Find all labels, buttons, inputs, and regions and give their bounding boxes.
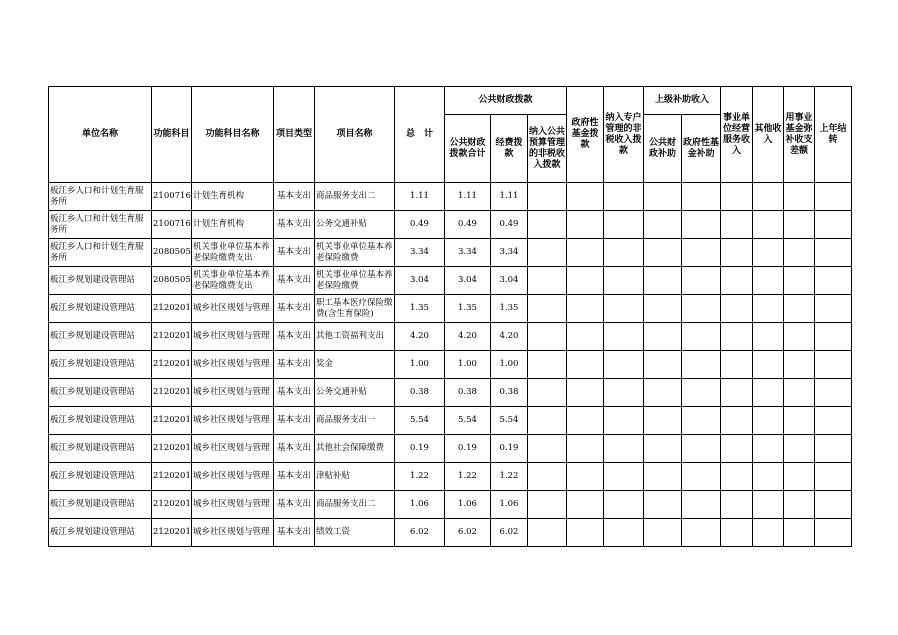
empty-cell (784, 267, 815, 295)
cell-total: 1.00 (395, 351, 445, 379)
empty-cell (567, 379, 604, 407)
cell-funds-allocation: 0.19 (491, 435, 528, 463)
empty-cell (682, 323, 721, 351)
header-non-tax-budget: 纳入公共预算管理的非税收入拨款 (528, 115, 567, 183)
cell-proj-name: 商品服务支出一 (315, 407, 395, 435)
cell-unit-name: 板江乡规划建设管理站 (49, 519, 152, 547)
cell-funds-allocation: 1.06 (491, 491, 528, 519)
empty-cell (784, 491, 815, 519)
empty-cell (753, 211, 784, 239)
cell-func-code: 2120201 (152, 379, 192, 407)
empty-cell (644, 407, 682, 435)
cell-proj-type: 基本支出 (274, 239, 315, 267)
cell-proj-name: 津贴补贴 (315, 463, 395, 491)
table-row (49, 351, 852, 379)
cell-total: 0.49 (395, 211, 445, 239)
empty-cell (567, 183, 604, 211)
empty-cell (784, 379, 815, 407)
empty-cell (644, 491, 682, 519)
empty-cell (721, 295, 753, 323)
empty-cell (784, 519, 815, 547)
empty-cell (753, 351, 784, 379)
empty-cell (815, 519, 852, 547)
cell-proj-name: 机关事业单位基本养老保险缴费 (315, 267, 395, 295)
empty-cell (784, 351, 815, 379)
empty-cell (784, 239, 815, 267)
header-func-code: 功能科目 (152, 87, 192, 183)
empty-cell (815, 379, 852, 407)
empty-cell (567, 435, 604, 463)
empty-cell (721, 407, 753, 435)
header-upper-subsidy: 上级补助收入 (644, 87, 721, 115)
cell-func-code: 2080505 (152, 239, 192, 267)
cell-unit-name: 板江乡人口和计划生育服务所 (49, 211, 152, 239)
header-proj-type: 项目类型 (274, 87, 315, 183)
header-proj-name: 项目名称 (315, 87, 395, 183)
cell-total: 5.54 (395, 407, 445, 435)
cell-func-code: 2120201 (152, 351, 192, 379)
empty-cell (721, 267, 753, 295)
empty-cell (528, 379, 567, 407)
cell-proj-name: 奖金 (315, 351, 395, 379)
empty-cell (528, 183, 567, 211)
empty-cell (528, 407, 567, 435)
header-upper-public-subsidy: 公共财政补助 (644, 115, 682, 183)
empty-cell (682, 239, 721, 267)
header-unit-name: 单位名称 (49, 87, 152, 183)
empty-cell (528, 491, 567, 519)
empty-cell (528, 267, 567, 295)
cell-total: 3.34 (395, 239, 445, 267)
empty-cell (604, 267, 644, 295)
cell-total: 6.02 (395, 519, 445, 547)
empty-cell (604, 295, 644, 323)
cell-total: 1.35 (395, 295, 445, 323)
cell-unit-name: 板江乡规划建设管理站 (49, 379, 152, 407)
cell-unit-name: 板江乡规划建设管理站 (49, 323, 152, 351)
empty-cell (815, 351, 852, 379)
header-business-unit-income: 事业单位经营服务收入 (721, 87, 753, 183)
empty-cell (604, 183, 644, 211)
budget-table (48, 86, 852, 547)
header-gov-fund: 政府性基金拨款 (567, 87, 604, 183)
cell-func-name: 城乡社区规划与管理 (192, 351, 274, 379)
cell-total: 1.11 (395, 183, 445, 211)
empty-cell (682, 435, 721, 463)
cell-unit-name: 板江乡人口和计划生育服务所 (49, 183, 152, 211)
table-row (49, 519, 852, 547)
empty-cell (644, 183, 682, 211)
cell-proj-type: 基本支出 (274, 183, 315, 211)
empty-cell (753, 407, 784, 435)
cell-proj-name: 其他社会保障缴费 (315, 435, 395, 463)
cell-proj-type: 基本支出 (274, 267, 315, 295)
empty-cell (567, 491, 604, 519)
cell-funds-allocation: 1.11 (491, 183, 528, 211)
cell-funds-allocation: 4.20 (491, 323, 528, 351)
header-other-income: 其他收入 (753, 87, 784, 183)
empty-cell (682, 351, 721, 379)
empty-cell (567, 519, 604, 547)
cell-func-name: 计划生育机构 (192, 183, 274, 211)
empty-cell (682, 183, 721, 211)
cell-proj-type: 基本支出 (274, 519, 315, 547)
cell-func-code: 2120201 (152, 463, 192, 491)
empty-cell (784, 435, 815, 463)
table-row (49, 323, 852, 351)
empty-cell (815, 435, 852, 463)
empty-cell (567, 267, 604, 295)
cell-public-finance-total: 5.54 (445, 407, 491, 435)
cell-proj-type: 基本支出 (274, 351, 315, 379)
table-row (49, 295, 852, 323)
cell-proj-name: 公务交通补贴 (315, 379, 395, 407)
empty-cell (567, 239, 604, 267)
empty-cell (721, 351, 753, 379)
table-row (49, 239, 852, 267)
cell-proj-type: 基本支出 (274, 407, 315, 435)
empty-cell (644, 379, 682, 407)
empty-cell (644, 351, 682, 379)
cell-unit-name: 板江乡规划建设管理站 (49, 295, 152, 323)
cell-func-code: 2120201 (152, 407, 192, 435)
empty-cell (604, 407, 644, 435)
empty-cell (604, 379, 644, 407)
cell-unit-name: 板江乡人口和计划生育服务所 (49, 239, 152, 267)
empty-cell (604, 211, 644, 239)
empty-cell (721, 435, 753, 463)
empty-cell (682, 491, 721, 519)
table-row (49, 491, 852, 519)
empty-cell (815, 491, 852, 519)
header-total: 总 计 (395, 87, 445, 183)
empty-cell (721, 323, 753, 351)
empty-cell (567, 211, 604, 239)
cell-func-code: 2120201 (152, 295, 192, 323)
cell-public-finance-total: 0.49 (445, 211, 491, 239)
cell-total: 1.22 (395, 463, 445, 491)
empty-cell (644, 519, 682, 547)
empty-cell (721, 519, 753, 547)
empty-cell (753, 295, 784, 323)
empty-cell (753, 267, 784, 295)
cell-func-name: 城乡社区规划与管理 (192, 323, 274, 351)
cell-func-code: 2100716 (152, 183, 192, 211)
cell-proj-type: 基本支出 (274, 491, 315, 519)
header-fund-balance: 用事业基金弥补收支差额 (784, 87, 815, 183)
cell-proj-name: 商品服务支出二 (315, 183, 395, 211)
empty-cell (528, 211, 567, 239)
cell-total: 1.06 (395, 491, 445, 519)
empty-cell (528, 351, 567, 379)
cell-func-code: 2120201 (152, 491, 192, 519)
empty-cell (753, 183, 784, 211)
empty-cell (644, 267, 682, 295)
cell-funds-allocation: 0.38 (491, 379, 528, 407)
empty-cell (753, 379, 784, 407)
cell-funds-allocation: 3.34 (491, 239, 528, 267)
cell-funds-allocation: 3.04 (491, 267, 528, 295)
cell-proj-name: 机关事业单位基本养老保险缴费 (315, 239, 395, 267)
empty-cell (567, 323, 604, 351)
cell-proj-name: 职工基本医疗保险缴费(含生育保险) (315, 295, 395, 323)
empty-cell (682, 211, 721, 239)
empty-cell (721, 239, 753, 267)
cell-public-finance-total: 4.20 (445, 323, 491, 351)
empty-cell (815, 183, 852, 211)
cell-proj-name: 其他工资福利支出 (315, 323, 395, 351)
cell-proj-type: 基本支出 (274, 295, 315, 323)
empty-cell (682, 407, 721, 435)
empty-cell (815, 463, 852, 491)
table-row (49, 267, 852, 295)
empty-cell (604, 239, 644, 267)
header-carryover: 上年结转 (815, 87, 852, 183)
empty-cell (721, 211, 753, 239)
empty-cell (644, 239, 682, 267)
empty-cell (815, 323, 852, 351)
empty-cell (567, 295, 604, 323)
header-func-name: 功能科目名称 (192, 87, 274, 183)
cell-unit-name: 板江乡规划建设管理站 (49, 267, 152, 295)
empty-cell (753, 435, 784, 463)
empty-cell (784, 323, 815, 351)
cell-total: 0.38 (395, 379, 445, 407)
empty-cell (644, 211, 682, 239)
cell-func-name: 城乡社区规划与管理 (192, 295, 274, 323)
header-public-finance-total: 公共财政拨款合计 (445, 115, 491, 183)
empty-cell (604, 491, 644, 519)
cell-public-finance-total: 1.11 (445, 183, 491, 211)
empty-cell (815, 407, 852, 435)
empty-cell (528, 239, 567, 267)
empty-cell (753, 239, 784, 267)
cell-funds-allocation: 0.49 (491, 211, 528, 239)
empty-cell (815, 295, 852, 323)
cell-funds-allocation: 5.54 (491, 407, 528, 435)
empty-cell (528, 463, 567, 491)
cell-func-code: 2080505 (152, 267, 192, 295)
cell-func-name: 机关事业单位基本养老保险缴费支出 (192, 239, 274, 267)
table-row (49, 407, 852, 435)
cell-func-name: 城乡社区规划与管理 (192, 407, 274, 435)
empty-cell (644, 463, 682, 491)
cell-func-code: 2100716 (152, 211, 192, 239)
empty-cell (604, 323, 644, 351)
cell-proj-name: 绩效工资 (315, 519, 395, 547)
cell-public-finance-total: 0.38 (445, 379, 491, 407)
cell-funds-allocation: 6.02 (491, 519, 528, 547)
empty-cell (567, 407, 604, 435)
empty-cell (567, 351, 604, 379)
cell-total: 0.19 (395, 435, 445, 463)
empty-cell (528, 519, 567, 547)
empty-cell (784, 463, 815, 491)
empty-cell (682, 295, 721, 323)
cell-unit-name: 板江乡规划建设管理站 (49, 491, 152, 519)
cell-unit-name: 板江乡规划建设管理站 (49, 351, 152, 379)
cell-proj-type: 基本支出 (274, 379, 315, 407)
empty-cell (753, 463, 784, 491)
empty-cell (721, 491, 753, 519)
cell-public-finance-total: 1.00 (445, 351, 491, 379)
cell-public-finance-total: 3.34 (445, 239, 491, 267)
cell-func-name: 城乡社区规划与管理 (192, 463, 274, 491)
cell-proj-type: 基本支出 (274, 323, 315, 351)
cell-proj-type: 基本支出 (274, 211, 315, 239)
table-row (49, 211, 852, 239)
cell-funds-allocation: 1.00 (491, 351, 528, 379)
cell-func-code: 2120201 (152, 323, 192, 351)
empty-cell (815, 267, 852, 295)
header-public-finance: 公共财政拨款 (445, 87, 567, 115)
cell-proj-name: 商品服务支出二 (315, 491, 395, 519)
empty-cell (604, 463, 644, 491)
empty-cell (604, 435, 644, 463)
cell-proj-name: 公务交通补贴 (315, 211, 395, 239)
header-special-non-tax: 纳入专户管理的非税收入拨款 (604, 87, 644, 183)
empty-cell (682, 519, 721, 547)
empty-cell (784, 183, 815, 211)
table-body (49, 183, 852, 547)
cell-func-name: 城乡社区规划与管理 (192, 379, 274, 407)
table-row (49, 435, 852, 463)
empty-cell (753, 323, 784, 351)
empty-cell (604, 519, 644, 547)
cell-func-name: 城乡社区规划与管理 (192, 519, 274, 547)
cell-unit-name: 板江乡规划建设管理站 (49, 407, 152, 435)
cell-public-finance-total: 0.19 (445, 435, 491, 463)
empty-cell (784, 407, 815, 435)
cell-func-code: 2120201 (152, 519, 192, 547)
cell-unit-name: 板江乡规划建设管理站 (49, 435, 152, 463)
table-row (49, 183, 852, 211)
cell-proj-type: 基本支出 (274, 463, 315, 491)
header-funds-allocation: 经费拨款 (491, 115, 528, 183)
empty-cell (528, 295, 567, 323)
empty-cell (753, 519, 784, 547)
cell-public-finance-total: 1.35 (445, 295, 491, 323)
empty-cell (567, 463, 604, 491)
cell-public-finance-total: 1.22 (445, 463, 491, 491)
empty-cell (753, 491, 784, 519)
cell-public-finance-total: 1.06 (445, 491, 491, 519)
empty-cell (784, 211, 815, 239)
empty-cell (528, 323, 567, 351)
empty-cell (784, 295, 815, 323)
cell-func-name: 城乡社区规划与管理 (192, 491, 274, 519)
empty-cell (721, 463, 753, 491)
header-upper-gov-fund-subsidy: 政府性基金补助 (682, 115, 721, 183)
cell-func-name: 机关事业单位基本养老保险缴费支出 (192, 267, 274, 295)
empty-cell (721, 379, 753, 407)
empty-cell (644, 295, 682, 323)
cell-total: 4.20 (395, 323, 445, 351)
cell-public-finance-total: 6.02 (445, 519, 491, 547)
table-row (49, 379, 852, 407)
cell-proj-type: 基本支出 (274, 435, 315, 463)
empty-cell (604, 351, 644, 379)
empty-cell (644, 323, 682, 351)
cell-func-code: 2120201 (152, 435, 192, 463)
cell-funds-allocation: 1.22 (491, 463, 528, 491)
empty-cell (528, 435, 567, 463)
empty-cell (682, 463, 721, 491)
cell-func-name: 城乡社区规划与管理 (192, 435, 274, 463)
empty-cell (682, 267, 721, 295)
empty-cell (721, 183, 753, 211)
cell-total: 3.04 (395, 267, 445, 295)
empty-cell (815, 239, 852, 267)
empty-cell (682, 379, 721, 407)
empty-cell (815, 211, 852, 239)
cell-unit-name: 板江乡规划建设管理站 (49, 463, 152, 491)
empty-cell (644, 435, 682, 463)
cell-func-name: 计划生育机构 (192, 211, 274, 239)
cell-funds-allocation: 1.35 (491, 295, 528, 323)
cell-public-finance-total: 3.04 (445, 267, 491, 295)
table-row (49, 463, 852, 491)
